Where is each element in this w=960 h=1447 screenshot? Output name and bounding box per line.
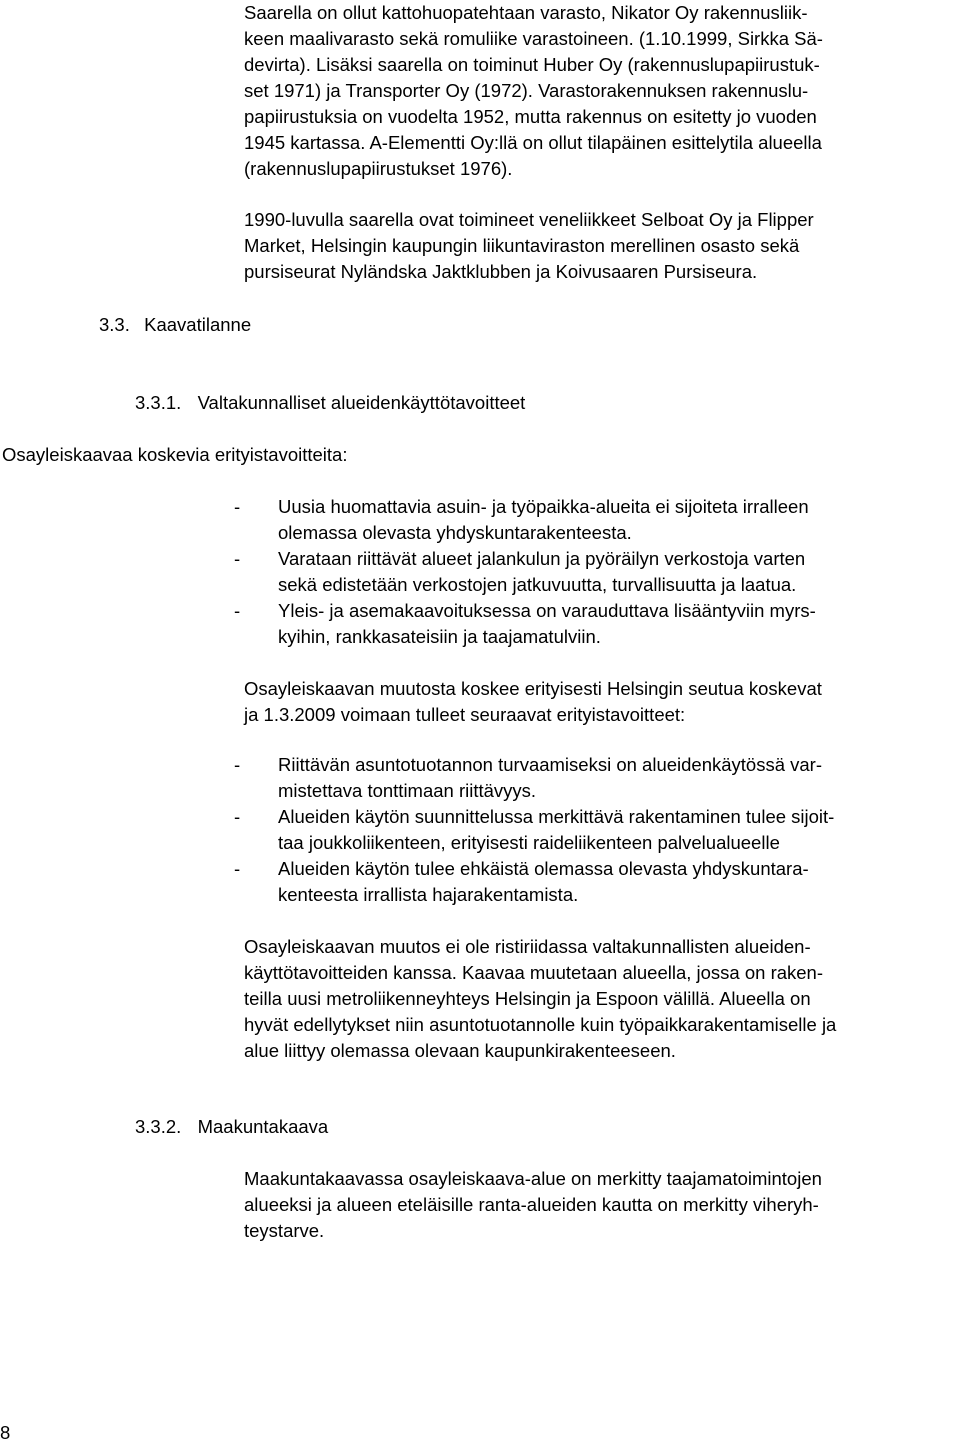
text-line: pursiseurat Nyländska Jaktklubben ja Koivusaaren Pursiseura. [244, 261, 758, 282]
dash-marker: - [234, 858, 241, 879]
text-line: Osayleiskaavan muutos ei ole ristiriidassa valtakunnallisten alueiden- [244, 936, 811, 957]
text-line: papiirustuksia on vuodelta 1952, mutta rakennus on esitetty jo vuoden [244, 106, 817, 127]
section-number: 3.3.1. [135, 392, 182, 413]
text-line: (rakennuslupapiirustukset 1976). [244, 158, 513, 179]
text-line: devirta). Lisäksi saarella on toiminut Huber Oy (rakennuslupapiirustuk- [244, 54, 820, 75]
dash-marker: - [234, 600, 241, 621]
text-line: hyvät edellytykset niin asuntotuotannolle kuin työpaikkarakentamiselle ja [244, 1014, 837, 1035]
text-line: Market, Helsingin kaupungin liikuntaviraston merellinen osasto sekä [244, 235, 800, 256]
page-number: 8 [0, 1422, 11, 1443]
text-line: käyttötavoitteiden kanssa. Kaavaa muutetaan alueella, jossa on raken- [244, 962, 824, 983]
text-line: set 1971) ja Transporter Oy (1972). Varastorakennuksen rakennuslu- [244, 80, 809, 101]
text-line: teystarve. [244, 1220, 325, 1241]
text-line: alue liittyy olemassa olevaan kaupunkirakenteeseen. [244, 1040, 676, 1061]
text-line: Osayleiskaavan muutosta koskee erityisesti Helsingin seutua koskevat [244, 678, 822, 699]
text-line: Yleis- ja asemakaavoituksessa on varauduttava lisääntyviin myrs- [278, 600, 816, 621]
paragraph-1990s [244, 207, 954, 285]
section-title: Kaavatilanne [144, 314, 252, 335]
text-line: 1945 kartassa. A-Elementti Oy:llä on ollut tilapäinen esittelytila alueella [244, 132, 822, 153]
goals-intro: Osayleiskaavaa koskevia erityistavoitteita: [2, 444, 348, 465]
text-line: olemassa olevasta yhdyskuntarakenteesta. [278, 522, 632, 543]
text-line: Riittävän asuntotuotannon turvaamiseksi on alueidenkäytössä var- [278, 754, 823, 775]
maakunta-paragraph [244, 1166, 954, 1244]
text-line: Alueiden käytön tulee ehkäistä olemassa olevasta yhdyskuntara- [278, 858, 809, 879]
conclusion-paragraph [244, 934, 954, 1064]
section-number: 3.3.2. [135, 1116, 182, 1137]
text-line: keen maalivarasto sekä romuliike varastoineen. (1.10.1999, Sirkka Sä- [244, 28, 823, 49]
section-title: Valtakunnalliset alueidenkäyttötavoitteet [197, 392, 526, 413]
text-line: Alueiden käytön suunnittelussa merkittävä rakentaminen tulee sijoit- [278, 806, 835, 827]
dash-marker: - [234, 806, 241, 827]
text-line: Saarella on ollut kattohuopatehtaan varasto, Nikator Oy rakennusliik- [244, 2, 808, 23]
intro-paragraph [244, 0, 954, 182]
text-line: sekä edistetään verkostojen jatkuvuutta, turvallisuutta ja laatua. [278, 574, 797, 595]
text-line: Varataan riittävät alueet jalankulun ja pyöräilyn verkostoja varten [278, 548, 806, 569]
text-line: mistettava tonttimaan riittävyys. [278, 780, 537, 801]
section-heading-3-3-2 [135, 1114, 328, 1140]
text-line: kenteesta irrallista hajarakentamista. [278, 884, 579, 905]
section-heading-3-3-1 [135, 390, 525, 416]
section-title: Maakuntakaava [197, 1116, 329, 1137]
section-number: 3.3. [99, 314, 130, 335]
text-line: kyihin, rankkasateisiin ja taajamatulviin. [278, 626, 601, 647]
text-line: alueeksi ja alueen eteläisille ranta-alueiden kautta on merkitty viheryh- [244, 1194, 819, 1215]
section-heading-3-3 [99, 312, 251, 338]
dash-marker: - [234, 754, 241, 775]
text-line: 1990-luvulla saarella ovat toimineet veneliikkeet Selboat Oy ja Flipper [244, 209, 814, 230]
dash-marker: - [234, 548, 241, 569]
text-line: ja 1.3.2009 voimaan tulleet seuraavat erityistavoitteet: [244, 704, 686, 725]
text-line: taa joukkoliikenteen, erityisesti raideliikenteen palvelualueelle [278, 832, 780, 853]
dash-marker: - [234, 496, 241, 517]
helsinki-paragraph [244, 676, 954, 728]
text-line: teilla uusi metroliikenneyhteys Helsingin ja Espoon välillä. Alueella on [244, 988, 811, 1009]
text-line: Uusia huomattavia asuin- ja työpaikka-alueita ei sijoiteta irralleen [278, 496, 809, 517]
text-line: Maakuntakaavassa osayleiskaava-alue on merkitty taajamatoimintojen [244, 1168, 822, 1189]
